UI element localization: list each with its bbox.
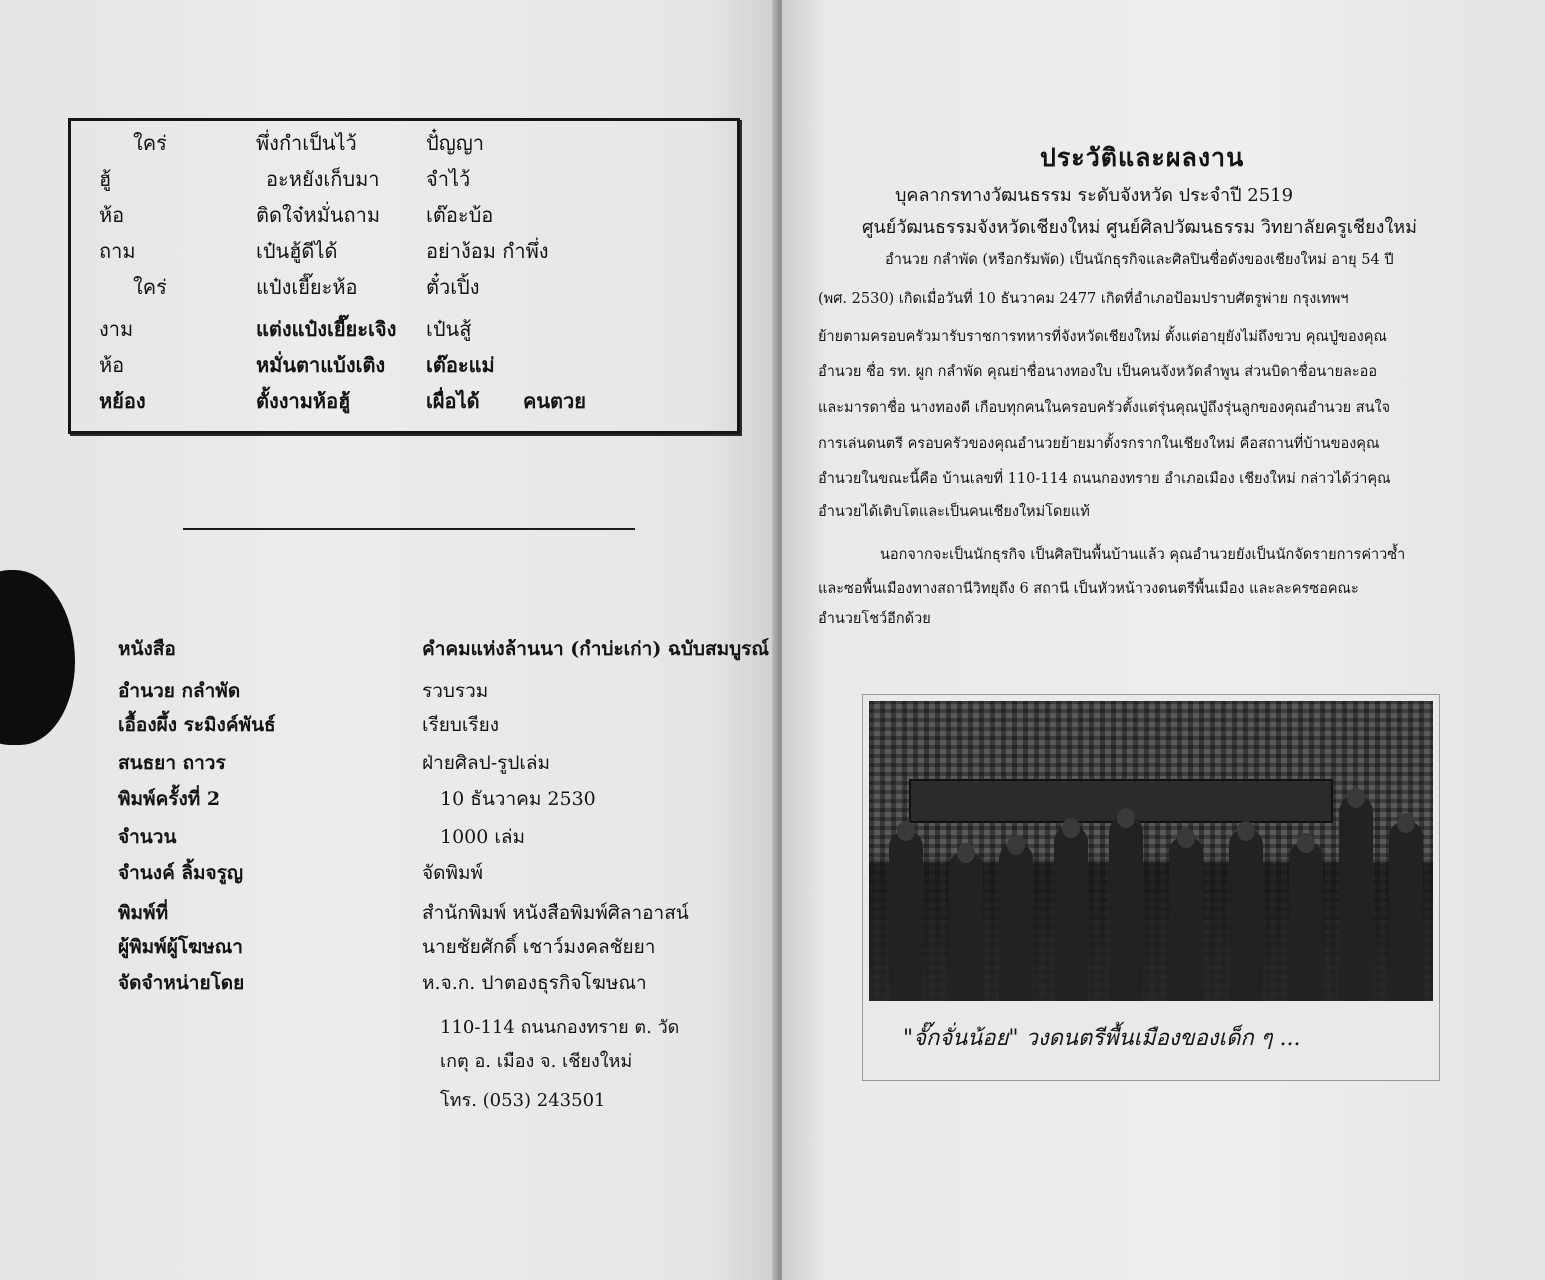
photo-head <box>1117 808 1135 828</box>
colophon-value: คำคมแห่งล้านนา (กำบ่ะเก่า) ฉบับสมบูรณ์ <box>422 638 770 660</box>
photo-head <box>897 821 915 841</box>
colophon-value: รวบรวม <box>422 680 489 702</box>
bio-paragraph-line: และซอพื้นเมืองทางสถานีวิทยุถึง 6 สถานี เป็นหัวหน้าวงดนตรีพื้นเมือง และละครซอคณะ <box>818 581 1359 597</box>
poem-ending: ปั๋ญญา <box>426 131 485 155</box>
poem-ending: อย่าง้อม กำพึ่ง <box>426 239 549 263</box>
bio-paragraph-line: นอกจากจะเป็นนักธุรกิจ เป็นศิลปินพื้นบ้านแล้ว คุณอำนวยยังเป็นนักจัดรายการค่าวซ้ำ <box>880 547 1406 563</box>
photo-figure <box>1339 796 1373 1001</box>
photo-head <box>1397 813 1415 833</box>
poem-word: ถาม <box>99 239 136 263</box>
photo-caption: "จั๊กจั่นน้อย" วงดนตรีพื้นเมืองของเด็ก ๆ ... <box>903 1026 1301 1051</box>
photo-head <box>1237 821 1255 841</box>
colophon-label: ผู้พิมพ์ผู้โฆษณา <box>118 936 243 958</box>
photo-figure <box>949 851 983 1001</box>
bio-paragraph-line: (พศ. 2530) เกิดเมื่อวันที่ 10 ธันวาคม 2477 เกิดที่อำเภอป้อมปราบศัตรูพ่าย กรุงเทพฯ <box>818 291 1349 307</box>
colophon-label: จัดจำหน่ายโดย <box>118 972 245 994</box>
poem-word: หย้อง <box>99 389 146 413</box>
poem-row <box>71 385 737 421</box>
band-photo <box>862 694 1440 1081</box>
colophon-row <box>0 932 780 966</box>
poem-row <box>71 127 737 163</box>
poem-word: ใคร่ <box>133 131 167 155</box>
colophon-row <box>0 968 780 1002</box>
colophon-label: พิมพ์ครั้งที่ 2 <box>118 788 221 810</box>
poem-ending: เต๊อะแม่ <box>426 353 495 377</box>
poem-box <box>68 118 740 434</box>
poem-ending: เป๋นสู้ <box>426 317 472 341</box>
colophon-label: หนังสือ <box>118 638 176 660</box>
photo-head <box>1007 835 1025 855</box>
poem-row <box>71 235 737 271</box>
colophon-row <box>0 858 780 892</box>
poem-phrase: หมั่นตาแบ้งเติง <box>256 353 386 377</box>
colophon-value: นายชัยศักดิ์ เชาว์มงคลชัยยา <box>422 936 656 958</box>
bio-paragraph-line: อำนวยโชว์อีกด้วย <box>818 611 931 627</box>
bio-paragraph-line: การเล่นดนตรี ครอบครัวของคุณอำนวยย้ายมาตั้งรกรากในเชียงใหม่ คือสถานที่บ้านของคุณ <box>818 436 1380 452</box>
address-line: โทร. (053) 243501 <box>440 1090 606 1111</box>
poem-phrase: พึ่งกำเป็นไว้ <box>256 131 357 155</box>
photo-figure <box>1169 836 1203 1001</box>
poem-word: ห้อ <box>99 203 125 227</box>
photo-figure <box>1389 821 1423 1001</box>
colophon-label: เอื้องผึ้ง ระมิงค์พันธ์ <box>118 714 276 736</box>
bio-paragraph-line: อำนวยในขณะนี้คือ บ้านเลขที่ 110-114 ถนนกองทราย อำเภอเมือง เชียงใหม่ กล่าวได้ว่าคุณ <box>818 471 1391 487</box>
poem-row <box>71 313 737 349</box>
poem-ending: เต๊อะบ้อ <box>426 203 494 227</box>
poem-word: ใคร่ <box>133 275 167 299</box>
colophon-value: จัดพิมพ์ <box>422 862 484 884</box>
address-line: เกตุ อ. เมือง จ. เชียงใหม่ <box>440 1051 633 1072</box>
photo-head <box>1062 818 1080 838</box>
photo-figure <box>1229 829 1263 1001</box>
bio-paragraph-line: อำนวย กลำพัด (หรือกรัมพัด) เป็นนักธุรกิจและศิลปินชื่อดังของเชียงใหม่ อายุ 54 ปี <box>885 252 1394 268</box>
poem-phrase: ตั้งงามห้อฮู้ <box>256 389 351 413</box>
photo-head <box>1347 788 1365 808</box>
colophon-value: ห.จ.ก. ปาตองธุรกิจโฆษณา <box>422 972 647 994</box>
colophon-row <box>0 676 780 710</box>
poem-phrase: อะหยังเก็บมา <box>266 167 380 191</box>
poem-ending: ตั๋วเปิ้ง <box>426 275 480 299</box>
colophon-label: สนธยา ถาวร <box>118 752 226 774</box>
poem-word: ฮู้ <box>99 167 112 191</box>
poem-row <box>71 271 737 307</box>
poem-ending: จำไว้ <box>426 167 471 191</box>
poem-word: ห้อ <box>99 353 125 377</box>
poem-phrase: แป๋งเยี๊ยะห้อ <box>256 275 358 299</box>
photo-figure <box>889 831 923 1001</box>
bio-paragraph-line: ย้ายตามครอบครัวมารับราชการทหารที่จังหวัดเชียงใหม่ ตั้งแต่อายุยังไม่ถึงขวบ คุณปู่ของคุณ <box>818 329 1387 345</box>
poem-row <box>71 349 737 385</box>
photo-figure <box>1109 816 1143 1001</box>
colophon-value: เรียบเรียง <box>422 714 500 736</box>
colophon-label: พิมพ์ที่ <box>118 902 169 924</box>
colophon-row <box>0 748 780 782</box>
poem-ending: เผื่อได้ <box>426 389 480 413</box>
colophon-row <box>0 784 780 818</box>
poem-word: งาม <box>99 317 134 341</box>
bio-paragraph-line: อำนวยได้เติบโตและเป็นคนเชียงใหม่โดยแท้ <box>818 504 1090 520</box>
divider-rule <box>183 528 635 530</box>
poem-phrase: ติดใจ๋หมั่นถาม <box>256 203 381 227</box>
photo-figure <box>1289 841 1323 1001</box>
bio-subtitle: บุคลากรทางวัฒนธรรม ระดับจังหวัด ประจำปี 2519 <box>895 185 1294 206</box>
colophon-label: จำนงค์ ลิ้มจรูญ <box>118 862 244 884</box>
photo-image <box>869 701 1433 1001</box>
colophon-row <box>0 898 780 932</box>
bio-paragraph-line: และมารดาชื่อ นางทองดี เกือบทุกคนในครอบครัวตั้งแต่รุ่นคุณปู่ถึงรุ่นลูกของคุณอำนวย สนใจ <box>818 400 1391 416</box>
photo-head <box>957 843 975 863</box>
colophon-value: 10 ธันวาคม 2530 <box>440 788 596 810</box>
photo-figure <box>1054 826 1088 1001</box>
photo-figure <box>999 843 1033 1001</box>
bio-paragraph-line: อำนวย ชื่อ รท. ผูก กลำพัด คุณย่าชื่อนางทองใบ เป็นคนจังหวัดลำพูน ส่วนบิดาชื่อนายละออ <box>818 364 1378 380</box>
poem-ending-extra: คนตวย <box>523 389 586 413</box>
bio-subtitle: ศูนย์วัฒนธรรมจังหวัดเชียงใหม่ ศูนย์ศิลปวัฒนธรรม วิทยาลัยครูเชียงใหม่ <box>862 217 1417 238</box>
colophon-value: ฝ่ายศิลป-รูปเล่ม <box>422 752 551 774</box>
colophon-row <box>0 822 780 856</box>
colophon-row <box>0 634 780 668</box>
colophon-label: อำนวย กลำพัด <box>118 680 241 702</box>
poem-row <box>71 199 737 235</box>
photo-head <box>1177 828 1195 848</box>
colophon-value: 1000 เล่ม <box>440 826 526 848</box>
poem-phrase: แต่งแป๋งเยี๊ยะเจิง <box>256 317 397 341</box>
colophon-value: สำนักพิมพ์ หนังสือพิมพ์ศิลาอาสน์ <box>422 902 689 924</box>
bio-title: ประวัติและผลงาน <box>1040 143 1245 172</box>
photo-head <box>1297 833 1315 853</box>
colophon-row <box>0 710 780 744</box>
poem-row <box>71 163 737 199</box>
poem-phrase: เป๋นฮู้ดีได้ <box>256 239 338 263</box>
colophon-label: จำนวน <box>118 826 177 848</box>
address-line: 110-114 ถนนกองทราย ต. วัด <box>440 1017 680 1038</box>
